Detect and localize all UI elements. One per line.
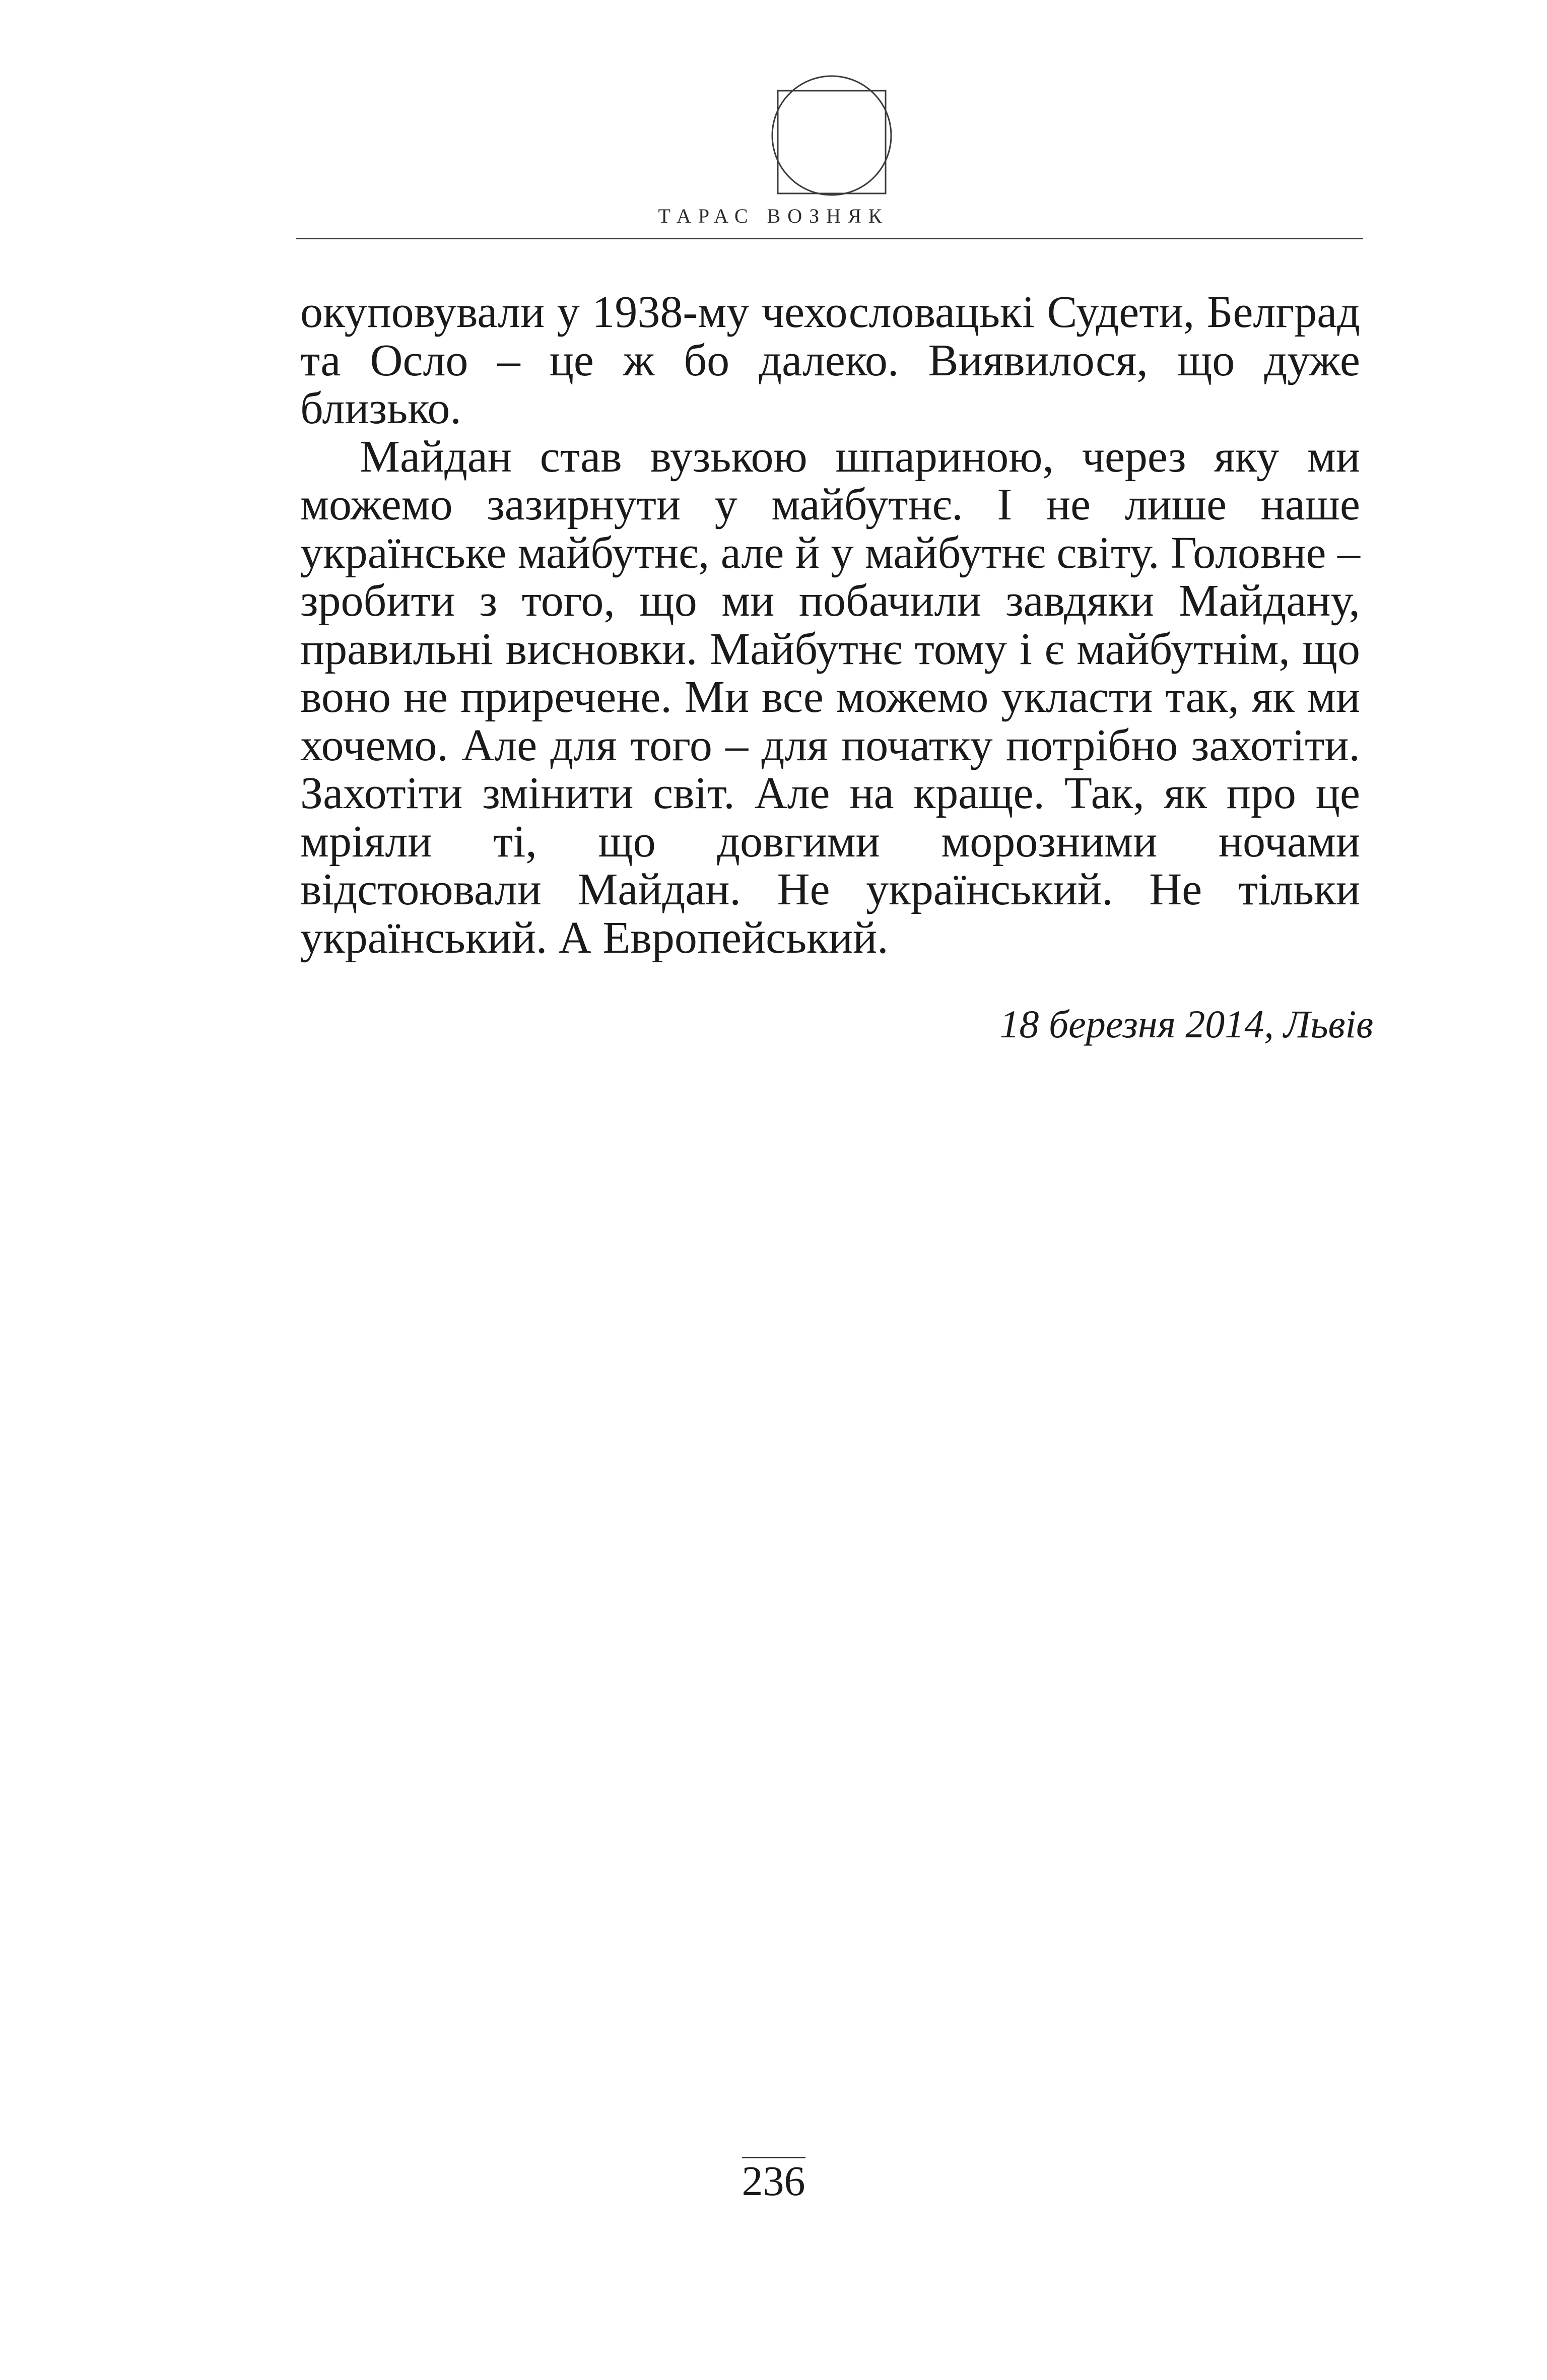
paragraph-2: Майдан став вузькою шпариною, через яку ми можемо зазирнути у майбутнє. І не лише наше українське майбутнє, але й у майбутнє світу. Головне – зробити з того, що ми побачили завдяки Майдану, правильні висновки. Майбутнє тому і є майбутнім, що воно не приречене. Ми все можемо укласти так, як ми хочемо. Але для того – для початку потрібно захотіти. Захотіти змінити світ. Але на краще. Так, як про це мріяли ті, що довгими морозними ночами відстоювали Майдан. Не український. Не тільки український. А Европейський. xyxy=(300,431,1360,963)
page-number xyxy=(0,2156,1547,2207)
circle-square-emblem-icon xyxy=(769,73,895,199)
running-head-author: ТАРАС ВОЗНЯК xyxy=(658,205,889,227)
paragraph-1: окуповували у 1938-му чехословацькі Судети, Белград та Осло – це ж бо далеко. Виявилося, що дуже близько. xyxy=(300,287,1360,433)
page-number-value: 236 xyxy=(742,2158,805,2205)
body-text xyxy=(300,288,1360,962)
header-rule xyxy=(296,238,1363,239)
date-place-signature: 18 березня 2014, Львів xyxy=(999,1002,1373,1046)
